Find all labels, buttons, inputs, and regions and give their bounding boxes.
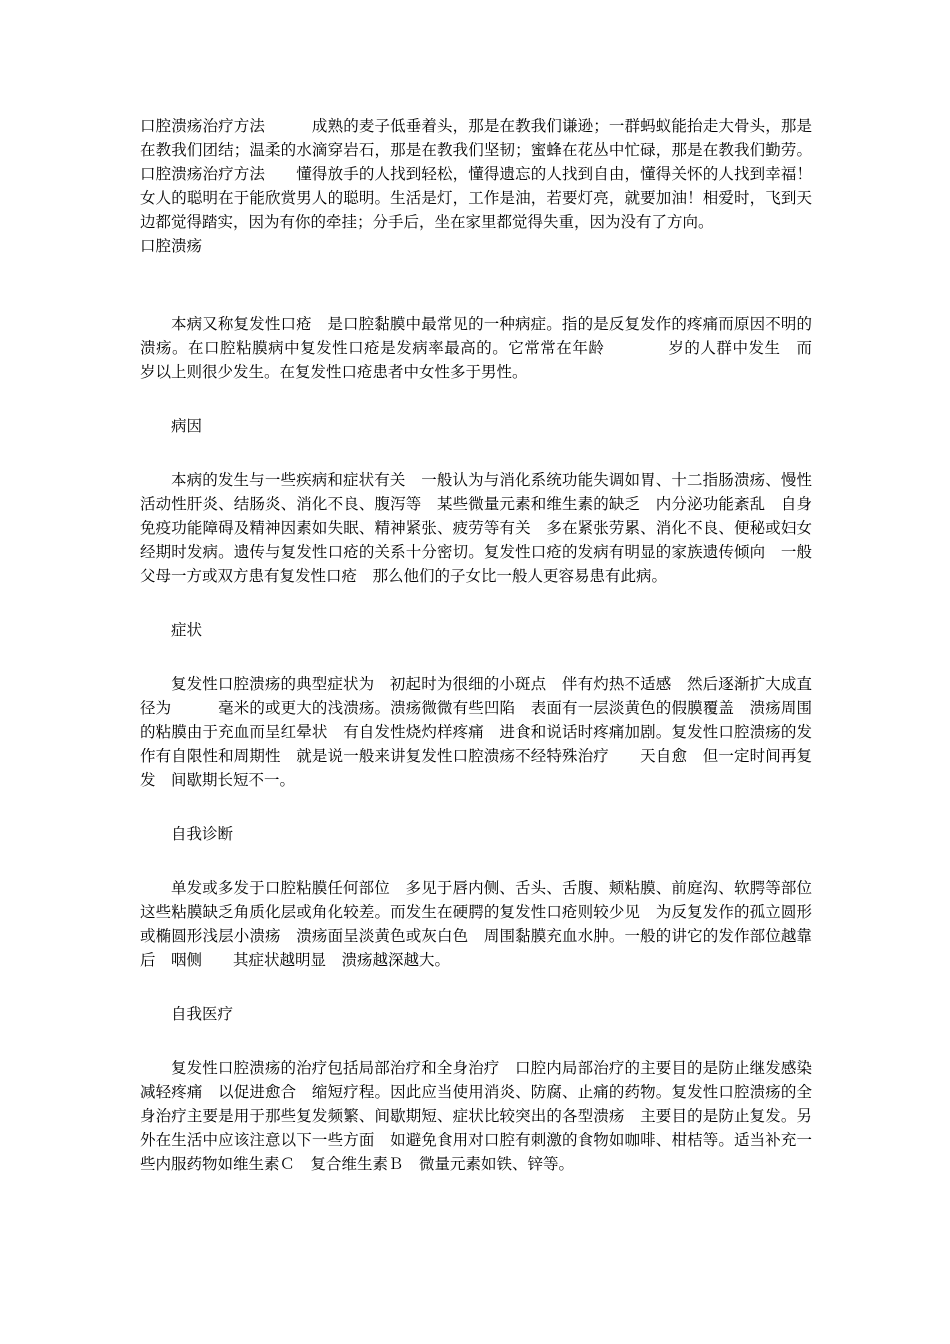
blank-gap [140,258,812,312]
document-body [140,114,844,1176]
document-title: 口腔溃疡 [140,237,203,255]
symptom-heading: 症状 [171,621,203,639]
blank-gap [140,1026,812,1056]
diagnosis-heading: 自我诊断 [171,825,234,843]
cause-heading: 病因 [171,417,203,435]
diagnosis-paragraph: 单发或多发于口腔粘膜任何部位 多见于唇内侧、舌头、舌腹、颊粘膜、前庭沟、软腭等部位 这些粘膜缺乏角质化层或角化较差。而发生在硬腭的复发性口疮则较少见 为反复发作的孤立圆形或椭圆形浅层小溃疡 溃疡面呈淡黄色或灰白色 周围黏膜充血水肿。一般的讲它的发作部位越靠后 咽侧 其症状越明显 溃疡越深越大。 [140,879,828,969]
section-symptom [140,618,812,792]
symptom-paragraph: 复发性口腔溃疡的典型症状为 初起时为很细的小斑点 伴有灼热不适感 然后逐渐扩大成直径为 毫米的或更大的浅溃疡。溃疡微微有些凹陷 表面有一层淡黄色的假膜覆盖 溃疡周围的粘膜由于充血而呈红晕状 有自发性烧灼样疼痛 进食和说话时疼痛加剧。复发性口腔溃疡的发作有自限性和周期性 就是说一般来讲复发性口腔溃疡不经特殊治疗 天自愈 但一定时间再复发 间歇期长短不一。 [140,675,812,789]
treatment-paragraph: 复发性口腔溃疡的治疗包括局部治疗和全身治疗 口腔内局部治疗的主要目的是防止继发感染 减轻疼痛 以促进愈合 缩短疗程。因此应当使用消炎、防腐、止痛的药物。复发性口腔溃疡的全身治疗主要是用于那些复发频繁、间歇期短、症状比较突出的各型溃疡 主要目的是防止复发。另外在生活中应该注意以下一些方面 如避免食用对口腔有刺激的食物如咖啡、柑桔等。适当补充一些内服药物如维生素Ｃ 复合维生素Ｂ 微量元素如铁、锌等。 [140,1059,828,1173]
treatment-heading: 自我医疗 [171,1005,234,1023]
section-overview [140,312,844,384]
section-treatment [140,1002,828,1176]
blank-gap [140,642,812,672]
section-cause [140,414,812,588]
blank-gap [140,384,812,414]
blank-gap [140,972,812,1002]
cause-paragraph: 本病的发生与一些疾病和症状有关 一般认为与消化系统功能失调如胃、十二指肠溃疡、慢性活动性肝炎、结肠炎、消化不良、腹泻等 某些微量元素和维生素的缺乏 内分泌功能紊乱 自身免疫功能障碍及精神因素如失眠、精神紧张、疲劳等有关 多在紧张劳累、消化不良、便秘或妇女经期时发病。遗传与复发性口疮的关系十分密切。复发性口疮的发病有明显的家族遗传倾向 一般父母一方或双方患有复发性口疮 那么他们的子女比一般人更容易患有此病。 [140,471,812,585]
section-diagnosis [140,822,828,972]
blank-gap [140,792,812,822]
overview-paragraph: 本病又称复发性口疮 是口腔黏膜中最常见的一种病症。指的是反复发作的疼痛而原因不明的溃疡。在口腔粘膜病中复发性口疮是发病率最高的。它常常在年龄 岁的人群中发生 而 岁以上则很少发生。在复发性口疮患者中女性多于男性。 [140,315,844,381]
blank-gap [140,846,812,876]
blank-gap [140,588,812,618]
blank-gap [140,438,812,468]
intro-paragraph: 口腔溃疡治疗方法 成熟的麦子低垂着头，那是在教我们谦逊；一群蚂蚁能抬走大骨头，那是在教我们团结；温柔的水滴穿岩石，那是在教我们坚韧；蜜蜂在花丛中忙碌，那是在教我们勤劳。口腔溃疡治疗方法 懂得放手的人找到轻松，懂得遗忘的人找到自由，懂得关怀的人找到幸福！女人的聪明在于能欣赏男人的聪明。生活是灯，工作是油，若要灯亮，就要加油！相爱时，飞到天边都觉得踏实，因为有你的牵挂；分手后，坐在家里都觉得失重，因为没有了方向。 [140,117,812,231]
